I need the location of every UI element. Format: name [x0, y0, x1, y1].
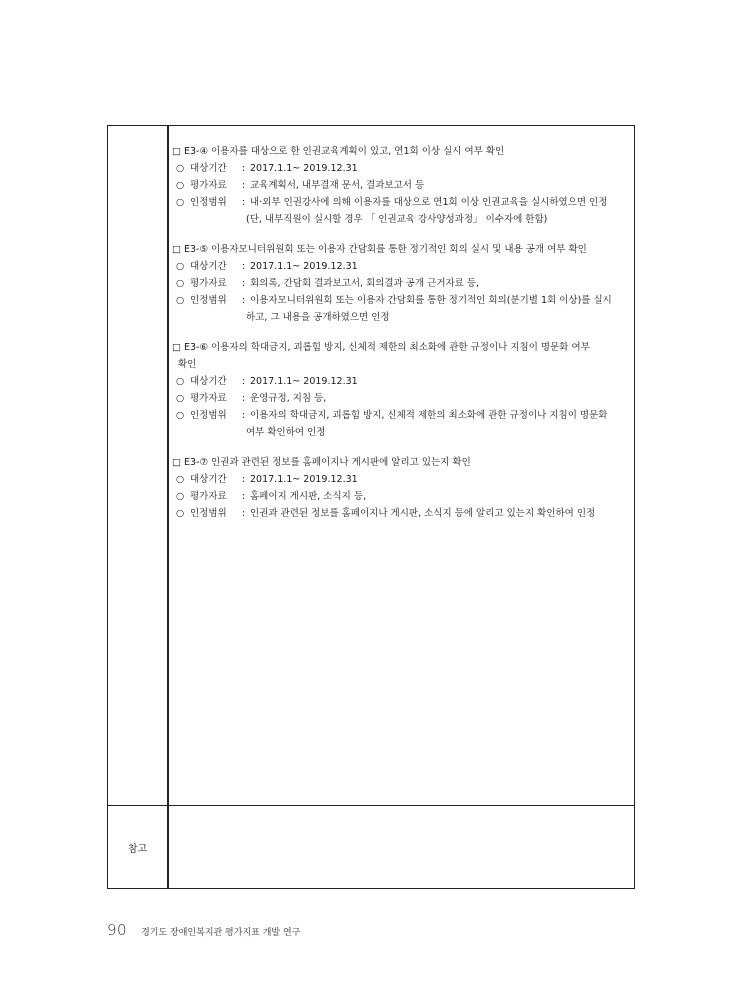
item-value: 2017.1.1~ 2019.12.31: [250, 163, 358, 174]
item-value: 내·외부 인권강사에 의해 이용자를 대상으로 연1회 이상 인권교육을 실시하였으면 인정: [250, 197, 608, 208]
item-value: 회의록, 간담회 결과보고서, 회의결과 공개 근거자료 등,: [250, 278, 480, 289]
criteria-item: [172, 292, 632, 309]
criteria-item: [172, 194, 632, 211]
item-value: 2017.1.1~ 2019.12.31: [250, 376, 358, 387]
item-value: 운영규정, 지침 등,: [250, 393, 327, 404]
criteria-item: [172, 373, 632, 390]
item-separator: :: [242, 393, 246, 404]
bullet-circle-icon: ○: [176, 491, 185, 502]
note-label: 참고: [127, 843, 148, 855]
criteria-item: [172, 177, 632, 194]
criteria-item: [172, 160, 632, 177]
evaluation-table: [107, 125, 635, 889]
item-value: 2017.1.1~ 2019.12.31: [250, 474, 358, 485]
criteria-item: [172, 275, 632, 292]
item-separator: :: [242, 376, 246, 387]
item-category: 인정범위: [190, 295, 227, 306]
item-category: 대상기간: [190, 261, 227, 272]
item-separator: :: [242, 491, 246, 502]
criteria-heading-continuation: 확인: [178, 359, 197, 370]
row-divider: [108, 805, 634, 806]
bullet-circle-icon: ○: [176, 180, 185, 191]
bullet-circle-icon: ○: [176, 295, 185, 306]
item-value: 인권과 관련된 정보를 홈페이지나 게시판, 소식지 등에 알리고 있는지 확인하여 인정: [250, 508, 596, 519]
page-footer: [107, 921, 300, 939]
item-value: 2017.1.1~ 2019.12.31: [250, 261, 358, 272]
criteria-item: [172, 471, 632, 488]
criteria-item: [172, 407, 632, 424]
item-category: 대상기간: [190, 376, 227, 387]
item-separator: :: [242, 261, 246, 272]
footer-title: 경기도 장애인복지관 평가지표 개발 연구: [141, 928, 301, 938]
criteria-section: [172, 339, 632, 441]
item-value-continuation: (단, 내부직원이 실시할 경우 「 인권교육 강사양성과정」 이수자에 한함): [246, 214, 548, 225]
item-category: 인정범위: [190, 508, 227, 519]
criteria-section: [172, 454, 632, 522]
bullet-circle-icon: ○: [176, 410, 185, 421]
item-value: 이용자모니터위원회 또는 이용자 간담회를 통한 정기적인 회의(분기별 1회 이상)를 실시: [250, 295, 612, 306]
item-category: 평가자료: [190, 180, 227, 191]
bullet-circle-icon: ○: [176, 508, 185, 519]
bullet-circle-icon: ○: [176, 393, 185, 404]
item-value: 교육계획서, 내부결재 문서, 결과보고서 등: [250, 180, 425, 191]
criteria-item: [172, 390, 632, 407]
item-category: 대상기간: [190, 474, 227, 485]
bullet-circle-icon: ○: [176, 197, 185, 208]
item-separator: :: [242, 197, 246, 208]
criteria-section: [172, 241, 632, 326]
criteria-item: [172, 258, 632, 275]
item-category: 대상기간: [190, 163, 227, 174]
item-category: 평가자료: [190, 278, 227, 289]
item-separator: :: [242, 278, 246, 289]
item-category: 평가자료: [190, 393, 227, 404]
item-category: 인정범위: [190, 410, 227, 421]
bullet-circle-icon: ○: [176, 278, 185, 289]
criteria-content: [172, 143, 632, 535]
bullet-circle-icon: ○: [176, 376, 185, 387]
item-value-continuation: 여부 확인하여 인정: [246, 427, 326, 438]
page-number: 90: [107, 921, 128, 939]
criteria-heading: □ E3-⑤ 이용자모니터위원회 또는 이용자 간담회를 통한 정기적인 회의 실시 및 내용 공개 여부 확인: [172, 244, 587, 255]
criteria-section: [172, 143, 632, 228]
item-value: 홈페이지 게시판, 소식지 등,: [250, 491, 367, 502]
column-divider: [167, 126, 169, 888]
item-separator: :: [242, 410, 246, 421]
item-value-continuation: 하고, 그 내용을 공개하였으면 인정: [246, 312, 390, 323]
item-category: 평가자료: [190, 491, 227, 502]
item-category: 인정범위: [190, 197, 227, 208]
bullet-circle-icon: ○: [176, 261, 185, 272]
item-separator: :: [242, 295, 246, 306]
bullet-circle-icon: ○: [176, 163, 185, 174]
item-separator: :: [242, 163, 246, 174]
criteria-item: [172, 505, 632, 522]
item-separator: :: [242, 180, 246, 191]
item-value: 이용자의 학대금지, 괴롭힘 방지, 신체적 제한의 최소화에 관한 규정이나 지침이 명문화: [250, 410, 608, 421]
criteria-heading: □ E3-④ 이용자를 대상으로 한 인권교육계획이 있고, 연1회 이상 실시 여부 확인: [172, 146, 505, 157]
item-separator: :: [242, 474, 246, 485]
item-separator: :: [242, 508, 246, 519]
criteria-heading: □ E3-⑦ 인권과 관련된 정보를 홈페이지나 게시판에 알리고 있는지 확인: [172, 457, 471, 468]
criteria-heading: □ E3-⑥ 이용자의 학대금지, 괴롭힘 방지, 신체적 제한의 최소화에 관한 규정이나 지침이 명문화 여부: [172, 342, 590, 353]
bullet-circle-icon: ○: [176, 474, 185, 485]
criteria-item: [172, 488, 632, 505]
